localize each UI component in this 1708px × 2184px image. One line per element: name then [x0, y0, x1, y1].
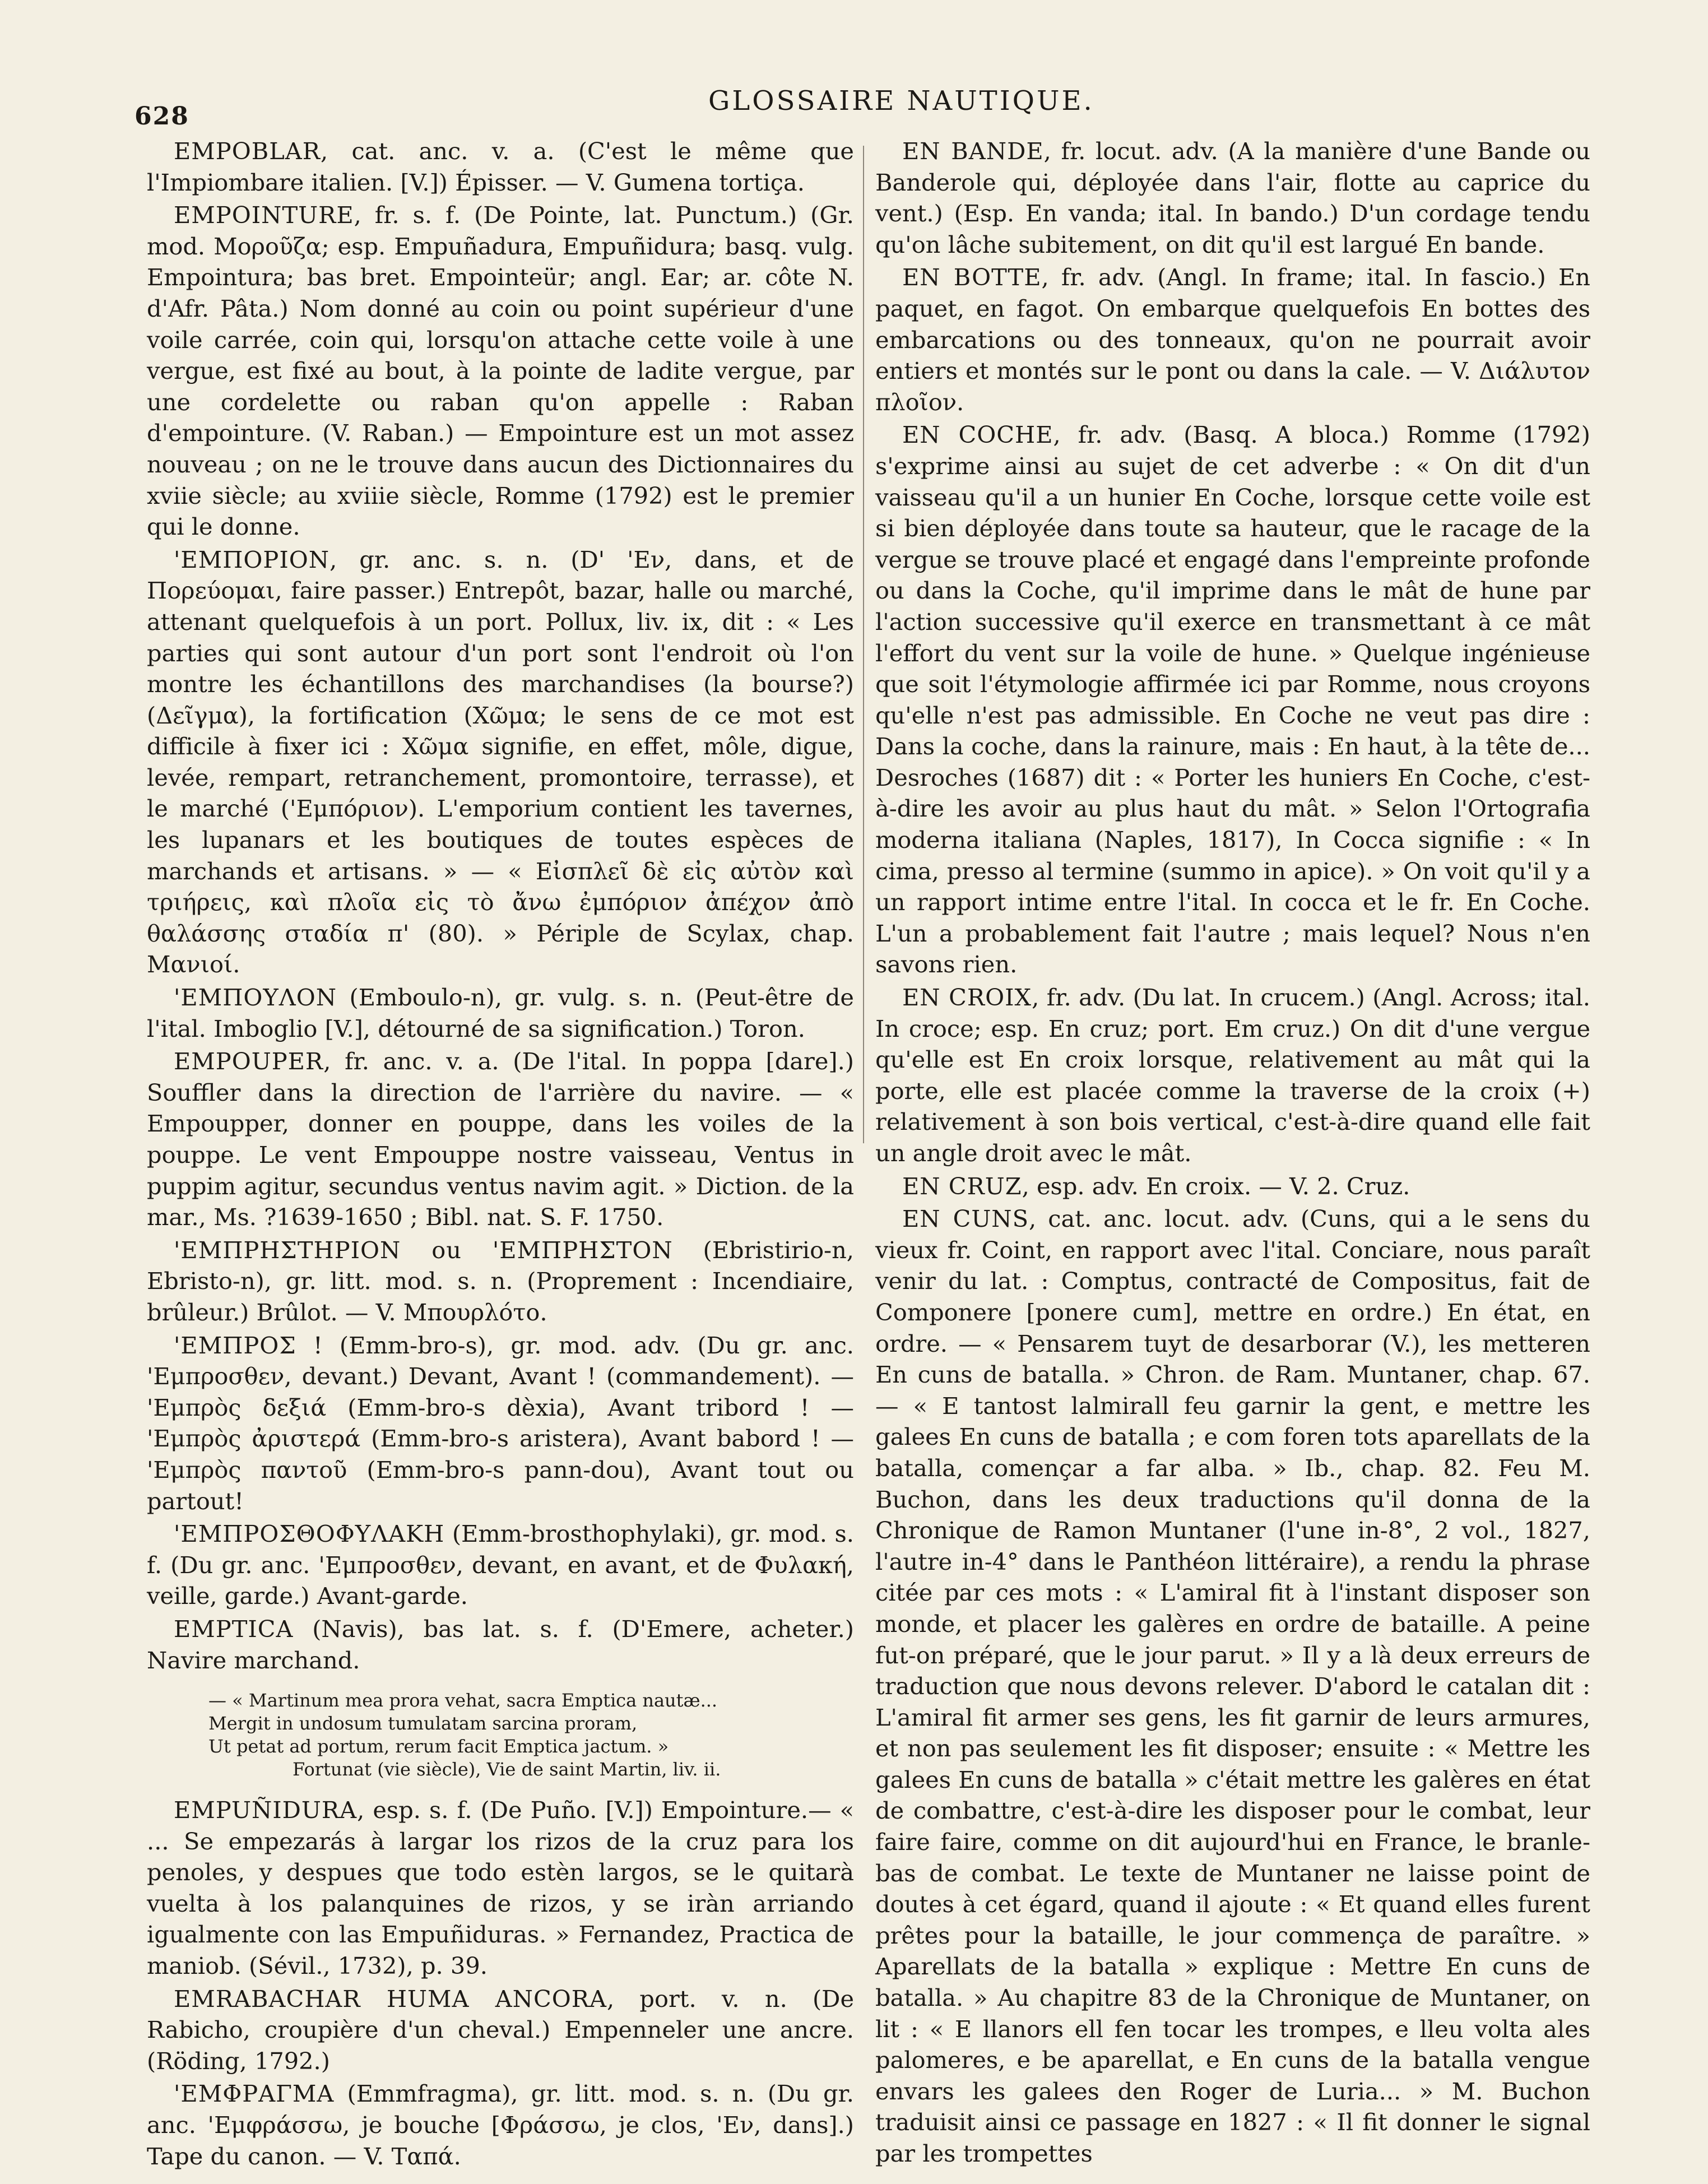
headword: 'ΕΜΠΡΗΣΤΗΡΙΟΝ ou 'ΕΜΠΡΗΣΤΟΝ [174, 1236, 673, 1264]
entry-en-croix [875, 982, 1590, 1169]
headword: EN CROIX [902, 984, 1032, 1012]
column-divider [863, 146, 864, 1143]
headword: 'ΕΜΦΡΑΓΜΑ [174, 2080, 335, 2108]
entry-empointure [147, 200, 854, 542]
headword: 'ΕΜΠΟΥΛΟΝ [174, 984, 337, 1012]
quote-line: Ut petat ad portum, rerum facit Emptica jactum. » [208, 1736, 669, 1758]
entry-text: , fr. anc. v. a. (De l'ital. In poppa [dare].) Souffler dans la direction de l'arrière du navire. — « Empoupper, donner en pouppe, dans les voiles de la pouppe. Le vent Empouppe nostre vaisseau, Ventus in puppim agitur, secundus ventus navim agit. » Diction. de la mar., Ms. ?1639-1650 ; Bibl. nat. S. F. 1750. [147, 1047, 854, 1231]
entry-en-bande [875, 136, 1590, 260]
entry-text: , cat. anc. locut. adv. (Cuns, qui a le sens du vieux fr. Coint, en rapport avec l'ital. Conciare, nous paraît venir du lat. : Comptus, contracté de Compositus, fait de Componere [ponere cum], mettre en ordre.) En état, en ordre. — « Pensarem tuyt de desarborar (V.), les metteren En cuns de batalla. » Chron. de Ram. Muntaner, chap. 67. — « E tantost lalmirall feu garnir la gent, e mettre les galees En cuns de batalla ; e com foren tots aparellats de la batalla, començar a far alba. » Ib., chap. 82. Feu M. Buchon, dans les deux traductions qu'il donna de la Chronique de Ramon Muntaner (l'une in-8°, 2 vol., 1827, l'autre in-4° dans le Panthéon littéraire), a rendu la phrase citée par ces mots : « L'amiral fit à l'instant disposer son monde, et placer les galères en ordre de bataille. A peine fut-on préparé, que le jour parut. » Il y a là deux erreurs de traduction que nous devons relever. D'abord le catalan dit : L'amiral fit armer ses gens, les fit garnir de leurs armures, et non pas seulement les fit disposer; ensuite : « Mettre les galees En cuns de batalla » c'était mettre les galères en état de combattre, c'est-à-dire les disposer pour le combat, leur faire faire, comme on dit aujourd'hui en France, le branle-bas de combat. Le texte de Muntaner ne laisse point de doutes à cet égard, quand il ajoute : « Et quand elles furent prêtes pour la bataille, le jour commença de paraître. » Aparellats de la batalla » explique : Mettre En cuns de batalla. » Au chapitre 83 de la Chronique de Muntaner, on lit : « E llanors ell fen tocar les trompes, e lleu volta ales palomeres, e be aparellat, e En cuns de la batalla vengue envars les galees den Roger de Luria... » M. Buchon traduisit ainsi ce passage en 1827 : « Il fit donner le signal par les trompettes [875, 1205, 1590, 2167]
headword: EN CRUZ [902, 1172, 1022, 1200]
entry-embouloun [147, 982, 854, 1044]
entry-embros [147, 1330, 854, 1517]
entry-text: , fr. adv. (Angl. In frame; ital. In fascio.) En paquet, en fagot. On embarque quelquefois En bottes des embarcations ou des tonneaux, qu'on ne pourrait avoir entiers et montés sur le pont ou dans la cale. — V. Διάλυτον πλοῖον. [875, 263, 1590, 416]
entry-text: , esp. adv. En croix. — V. 2. Cruz. [1022, 1172, 1410, 1200]
headword: EMPOINTURE [174, 201, 354, 229]
headword: 'ΕΜΠΡΟΣ [174, 1331, 296, 1359]
entry-en-cruz [875, 1171, 1590, 1202]
headword: 'ΕΜΠΟΡΙΟΝ [174, 545, 330, 573]
entry-text: (Ebristirio-n, Ebristo-n), gr. litt. mod. s. n. (Proprement : Incendiaire, brûleur.) Brûlot. — V. Μπουρλότο. [147, 1236, 855, 1326]
headword: EMPTICA [174, 1615, 294, 1643]
headword: EN CUNS [902, 1205, 1029, 1233]
entry-emfragma [147, 2078, 854, 2172]
running-header: GLOSSAIRE NAUTIQUE. [708, 85, 1094, 117]
quote-line: — « Martinum mea prora vehat, sacra Emptica nautæ... [208, 1690, 718, 1712]
headword: EN BOTTE [902, 263, 1042, 291]
entry-en-coche [875, 419, 1590, 980]
entry-emporion [147, 544, 854, 980]
entry-text: , port. v. n. (De Rabicho, croupière d'un cheval.) Empenneler une ancre. (Röding, 1792.) [147, 1984, 855, 2075]
headword: EMPUÑIDURA [174, 1796, 358, 1824]
headword: EMPOUPER [174, 1047, 324, 1075]
quote-line: Mergit in undosum tumulatam sarcina proram, [208, 1713, 638, 1735]
headword: EMPOBLAR [174, 137, 321, 165]
entry-empouper [147, 1046, 854, 1233]
entry-emptica [147, 1613, 854, 1676]
entry-text: , fr. locut. adv. (A la manière d'une Bande ou Banderole qui, déployée dans l'air, flotte au caprice du vent.) (Esp. En vanda; ital. In bando.) D'un cordage tendu qu'on lâche subitement, on dit qu'il est largué En bande. [875, 137, 1590, 258]
page-number: 628 [134, 102, 189, 131]
headword: EMRABACHAR HUMA ANCORA [174, 1984, 607, 2013]
entry-text: , cat. anc. v. a. (C'est le même que l'Impiombare italien. [V.]) Épisser. — V. Gumena tortiça. [147, 137, 854, 196]
entry-empoblar [147, 136, 854, 198]
entry-text: (Emmfragma), gr. litt. mod. s. n. (Du gr. anc. 'Εμφράσσω, je bouche [Φράσσω, je clos, 'Εν, dans].) Tape du canon. — V. Ταπά. [147, 2080, 854, 2170]
entry-text: , fr. adv. (Basq. A bloca.) Romme (1792) s'exprime ainsi au sujet de cet adverbe : « On dit d'un vaisseau qu'il a un hunier En Coche, lorsque cette voile est si bien déployée dans toute sa hauteur, que le racage de la vergue se trouve placé et engagé dans l'empreinte profonde ou dans la Coche, qu'il imprime dans le mât de hune par l'action successive qu'il exerce en transmettant à ce mât l'effort du vent sur la voile de hune. » Quelque ingénieuse que soit l'étymologie affirmée ici par Romme, nous croyons qu'elle n'est pas admissible. En Coche ne veut pas dire : Dans la coche, dans la rainure, mais : En haut, à la tête de... Desroches (1687) dit : « Porter les huniers En Coche, c'est-à-dire les avoir au plus haut du mât. » Selon l'Ortografia moderna italiana (Naples, 1817), In Cocca signifie : « In cima, presso al termine (summo in apice). » On voit qu'il y a un rapport intime entre l'ital. In cocca et le fr. En Coche. L'un a probablement fait l'autre ; mais lequel? Nous n'en savons rien. [875, 421, 1590, 979]
entry-text: , gr. anc. s. n. (D' 'Εν, dans, et de Πορεύομαι, faire passer.) Entrepôt, bazar, halle ou marché, attenant quelquefois à un port. Pollux, liv. ix, dit : « Les parties qui sont autour d'un port sont l'endroit où l'on montre les échantillons des marchandises (la bourse?) (Δεῖγμα), la fortification (Χῶμα; le sens de ce mot est difficile à fixer ici : Χῶμα signifie, en effet, môle, digue, levée, rempart, retranchement, promontoire, terrasse), et le marché ('Εμπόριον). L'emporium contient les tavernes, les lupanars et les boutiques de toutes espèces de marchands et artisans. » — « Εἰσπλεῖ δὲ εἰς αὐτὸν καὶ τριήρεις, καὶ πλοῖα εἰς τὸ ἄνω ἐμπόριον ἀπέχον ἀπὸ θαλάσσης σταδία π' (80). » Périple de Scylax, chap. Μανιοί. [147, 545, 854, 979]
quote-source: Fortunat (vie siècle), Vie de saint Martin, liv. ii. [293, 1759, 721, 1780]
block-quote [208, 1689, 854, 1781]
headword: EN COCHE [902, 421, 1053, 449]
entry-embristirion [147, 1235, 854, 1328]
entry-embrosthophylaki [147, 1518, 854, 1612]
entry-text: , fr. s. f. (De Pointe, lat. Punctum.) (Gr. mod. Μοροῦζα; esp. Empuñadura, Empuñidura; basq. vulg. Empointura; bas bret. Empointeür; angl. Ear; ar. côte N. d'Afr. Pâta.) Nom donné au coin ou point supérieur d'une voile carrée, coin qui, lorsqu'on attache cette voile à une vergue, est fixé au bout, à la pointe de ladite vergue, par une cordelette ou raban qu'on appelle : Raban d'empointure. (V. Raban.) — Empointure est un mot assez nouveau ; on ne le trouve dans aucun des Dictionnaires du xviie siècle; au xviiie siècle, Romme (1792) est le premier qui le donne. [147, 201, 854, 541]
entry-empunidura [147, 1795, 854, 1982]
entry-text: (Emboulo-n), gr. vulg. s. n. (Peut-être de l'ital. Imboglio [V.], détourné de sa signification.) Toron. [147, 984, 854, 1042]
right-column [875, 136, 1590, 2171]
entry-text: (Emm-brosthophylaki), gr. mod. s. f. (Du gr. anc. 'Εμπροσθεν, devant, en avant, et de Φυλακή, veille, garde.) Avant-garde. [147, 1520, 854, 1610]
entry-en-botte [875, 262, 1590, 418]
entry-en-cuns [875, 1203, 1590, 2169]
entry-embrabachar [147, 1983, 854, 2077]
headword: 'ΕΜΠΡΟΣΘΟΦΥΛΑΚΗ [174, 1520, 445, 1548]
headword: EN BANDE [902, 137, 1044, 165]
entry-text: ! (Emm-bro-s), gr. mod. adv. (Du gr. anc. 'Εμπροσθεν, devant.) Devant, Avant ! (commandement). — 'Εμπρὸς δεξιά (Emm-bro-s dèxia), Avant tribord ! — 'Εμπρὸς ἀριστερά (Emm-bro-s aristera), Avant babord ! — 'Εμπρὸς παντοῦ (Emm-bro-s pann-dou), Avant tout ou partout! [147, 1331, 854, 1515]
entry-text: (Navis), bas lat. s. f. (D'Emere, acheter.) Navire marchand. [147, 1615, 854, 1674]
left-column [147, 136, 854, 2173]
entry-text: , fr. adv. (Du lat. In crucem.) (Angl. Across; ital. In croce; esp. En cruz; port. Em cruz.) On dit d'une vergue qu'elle est En croix lorsque, relativement au mât qui la porte, elle est placée comme la traverse de la croix (+) relativement à son bois vertical, c'est-à-dire quand elle fait un angle droit avec le mât. [875, 984, 1590, 1167]
entry-text: , esp. s. f. (De Puño. [V.]) Empointure.— « ... Se empezarás à largar los rizos de la cruz para los penoles, y despues que todo estèn largos, se le quitarà vuelta à los palanquines de rizos, y se iràn arriando igualmente con las Empuñiduras. » Fernandez, Practica de maniob. (Sévil., 1732), p. 39. [147, 1796, 854, 1980]
